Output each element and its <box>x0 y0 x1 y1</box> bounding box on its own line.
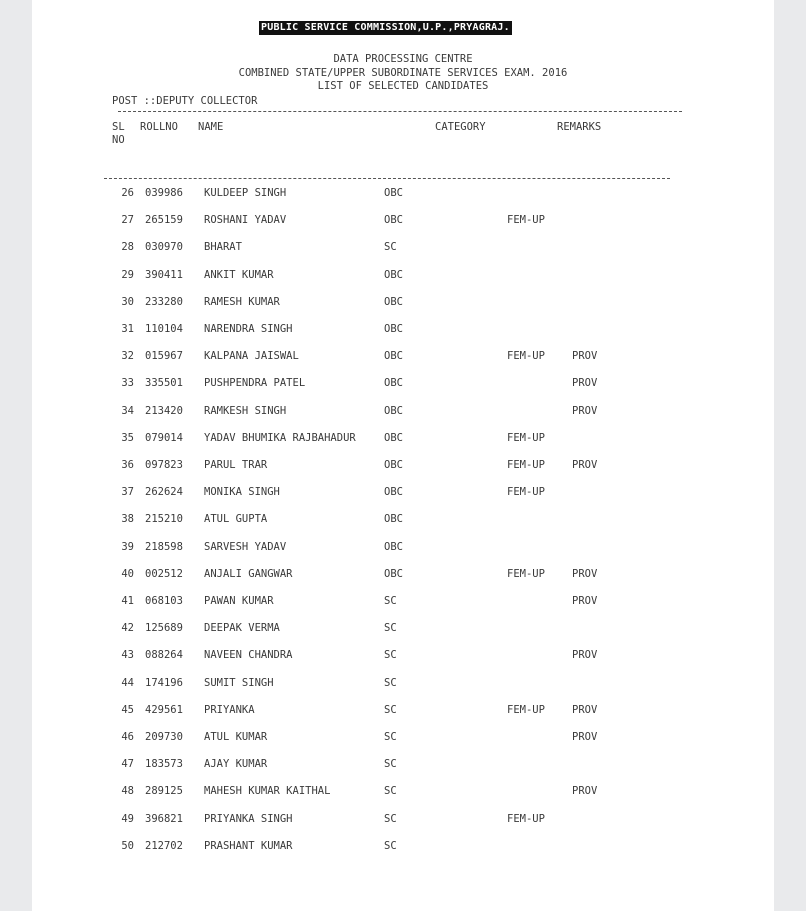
female-reservation: FEM-UP <box>507 486 545 499</box>
remarks: PROV <box>572 731 598 743</box>
table-row <box>32 404 774 418</box>
remarks: PROV <box>572 350 598 363</box>
serial-number: 35 <box>121 431 134 444</box>
serial-number: 43 <box>121 649 134 662</box>
female-reservation: FEM-UP <box>507 214 545 227</box>
candidate-name: ATUL KUMAR <box>204 731 268 743</box>
divider-header <box>104 178 670 179</box>
serial-number: 34 <box>121 404 134 417</box>
serial-number: 30 <box>121 295 134 308</box>
roll-number: 233280 <box>145 295 183 308</box>
table-row <box>32 322 774 336</box>
table-row <box>32 295 774 309</box>
remarks: PROV <box>572 703 598 716</box>
candidate-name: ANJALI GANGWAR <box>204 567 293 580</box>
remarks: PROV <box>572 567 598 580</box>
category: SC <box>384 703 397 716</box>
col-remarks: REMARKS <box>557 121 602 133</box>
table-row <box>32 757 774 771</box>
table-row <box>32 784 774 798</box>
table-row <box>32 567 774 581</box>
candidate-name: PAWAN KUMAR <box>204 595 274 607</box>
roll-number: 209730 <box>145 731 183 743</box>
serial-number: 32 <box>121 350 134 363</box>
serial-number: 46 <box>121 731 134 743</box>
serial-number: 48 <box>121 785 134 798</box>
serial-number: 31 <box>121 323 134 335</box>
table-row <box>32 703 774 717</box>
table-row <box>32 540 774 554</box>
female-reservation: FEM-UP <box>507 703 545 716</box>
category: SC <box>384 758 397 771</box>
candidate-name: DEEPAK VERMA <box>204 622 280 635</box>
header-line-3: LIST OF SELECTED CANDIDATES <box>317 80 489 92</box>
table-row <box>32 512 774 526</box>
post-label: POST ::DEPUTY COLLECTOR <box>112 95 258 107</box>
serial-number: 42 <box>121 622 134 635</box>
table-row <box>32 431 774 445</box>
table-row <box>32 376 774 390</box>
female-reservation: FEM-UP <box>507 431 545 444</box>
roll-number: 088264 <box>145 649 183 662</box>
candidate-name: ANKIT KUMAR <box>204 268 274 281</box>
roll-number: 015967 <box>145 350 183 363</box>
roll-number: 030970 <box>145 241 183 254</box>
roll-number: 265159 <box>145 214 183 227</box>
category: OBC <box>384 268 403 281</box>
serial-number: 50 <box>121 839 134 852</box>
category: SC <box>384 241 397 254</box>
header-line-2: COMBINED STATE/UPPER SUBORDINATE SERVICES EXAM. 2016 <box>238 67 568 79</box>
remarks: PROV <box>572 404 598 417</box>
table-row <box>32 458 774 472</box>
document-page <box>32 0 774 911</box>
candidate-name: BHARAT <box>204 241 242 254</box>
candidate-name: ROSHANI YADAV <box>204 214 287 227</box>
candidate-name: RAMESH KUMAR <box>204 295 280 308</box>
category: OBC <box>384 295 403 308</box>
serial-number: 38 <box>121 513 134 526</box>
roll-number: 110104 <box>145 323 183 335</box>
female-reservation: FEM-UP <box>507 459 545 471</box>
candidate-name: ATUL GUPTA <box>204 513 268 526</box>
roll-number: 289125 <box>145 785 183 798</box>
category: OBC <box>384 404 403 417</box>
roll-number: 218598 <box>145 540 183 553</box>
serial-number: 37 <box>121 486 134 499</box>
female-reservation: FEM-UP <box>507 567 545 580</box>
category: OBC <box>384 214 403 227</box>
table-row <box>32 186 774 200</box>
col-category: CATEGORY <box>435 121 486 133</box>
category: SC <box>384 785 397 798</box>
category: SC <box>384 595 397 607</box>
table-row <box>32 839 774 853</box>
roll-number: 125689 <box>145 622 183 635</box>
serial-number: 44 <box>121 676 134 689</box>
serial-number: 45 <box>121 703 134 716</box>
roll-number: 396821 <box>145 812 183 825</box>
category: OBC <box>384 377 403 390</box>
category: SC <box>384 676 397 689</box>
category: SC <box>384 839 397 852</box>
candidate-name: RAMKESH SINGH <box>204 404 287 417</box>
category: OBC <box>384 350 403 363</box>
category: OBC <box>384 540 403 553</box>
serial-number: 29 <box>121 268 134 281</box>
category: SC <box>384 622 397 635</box>
candidate-name: AJAY KUMAR <box>204 758 268 771</box>
category: OBC <box>384 323 403 335</box>
roll-number: 068103 <box>145 595 183 607</box>
serial-number: 28 <box>121 241 134 254</box>
candidate-name: NAVEEN CHANDRA <box>204 649 293 662</box>
candidate-name: PRIYANKA <box>204 703 255 716</box>
roll-number: 429561 <box>145 703 183 716</box>
category: OBC <box>384 486 403 499</box>
table-row <box>32 349 774 363</box>
category: SC <box>384 812 397 825</box>
roll-number: 215210 <box>145 513 183 526</box>
col-name: NAME <box>198 121 224 133</box>
category: OBC <box>384 431 403 444</box>
table-row <box>32 485 774 499</box>
col-no: NO <box>112 134 125 146</box>
candidate-name: PARUL TRAR <box>204 459 268 471</box>
serial-number: 40 <box>121 567 134 580</box>
col-sl: SL <box>112 121 125 133</box>
candidate-name: MAHESH KUMAR KAITHAL <box>204 785 331 798</box>
candidate-name: KULDEEP SINGH <box>204 187 287 199</box>
roll-number: 212702 <box>145 839 183 852</box>
table-row <box>32 240 774 254</box>
serial-number: 26 <box>121 187 134 199</box>
remarks: PROV <box>572 595 598 607</box>
roll-number: 335501 <box>145 377 183 390</box>
table-row <box>32 268 774 282</box>
serial-number: 39 <box>121 540 134 553</box>
divider-top <box>118 111 682 112</box>
table-row <box>32 621 774 635</box>
table-row <box>32 213 774 227</box>
candidate-name: KALPANA JAISWAL <box>204 350 299 363</box>
candidate-name: SARVESH YADAV <box>204 540 287 553</box>
female-reservation: FEM-UP <box>507 812 545 825</box>
col-rollno: ROLLNO <box>140 121 178 133</box>
remarks: PROV <box>572 377 598 390</box>
roll-number: 213420 <box>145 404 183 417</box>
serial-number: 36 <box>121 459 134 471</box>
candidate-name: PUSHPENDRA PATEL <box>204 377 306 390</box>
table-row <box>32 594 774 608</box>
category: SC <box>384 649 397 662</box>
category: SC <box>384 731 397 743</box>
candidate-name: PRASHANT KUMAR <box>204 839 293 852</box>
remarks: PROV <box>572 785 598 798</box>
remarks: PROV <box>572 459 598 471</box>
serial-number: 41 <box>121 595 134 607</box>
header-line-1: DATA PROCESSING CENTRE <box>333 53 473 65</box>
remarks: PROV <box>572 649 598 662</box>
roll-number: 039986 <box>145 187 183 199</box>
serial-number: 47 <box>121 758 134 771</box>
roll-number: 390411 <box>145 268 183 281</box>
commission-banner: PUBLIC SERVICE COMMISSION,U.P.,PRYAGRAJ. <box>261 22 510 33</box>
roll-number: 097823 <box>145 459 183 471</box>
candidate-name: NARENDRA SINGH <box>204 323 293 335</box>
roll-number: 174196 <box>145 676 183 689</box>
table-row <box>32 676 774 690</box>
roll-number: 262624 <box>145 486 183 499</box>
candidate-name: PRIYANKA SINGH <box>204 812 293 825</box>
candidate-name: SUMIT SINGH <box>204 676 274 689</box>
roll-number: 002512 <box>145 567 183 580</box>
table-row <box>32 730 774 744</box>
candidate-name: YADAV BHUMIKA RAJBAHADUR <box>204 431 356 444</box>
serial-number: 33 <box>121 377 134 390</box>
serial-number: 49 <box>121 812 134 825</box>
category: OBC <box>384 187 403 199</box>
candidate-name: MONIKA SINGH <box>204 486 280 499</box>
roll-number: 079014 <box>145 431 183 444</box>
table-row <box>32 648 774 662</box>
female-reservation: FEM-UP <box>507 350 545 363</box>
table-row <box>32 812 774 826</box>
serial-number: 27 <box>121 214 134 227</box>
category: OBC <box>384 513 403 526</box>
roll-number: 183573 <box>145 758 183 771</box>
category: OBC <box>384 567 403 580</box>
category: OBC <box>384 459 403 471</box>
